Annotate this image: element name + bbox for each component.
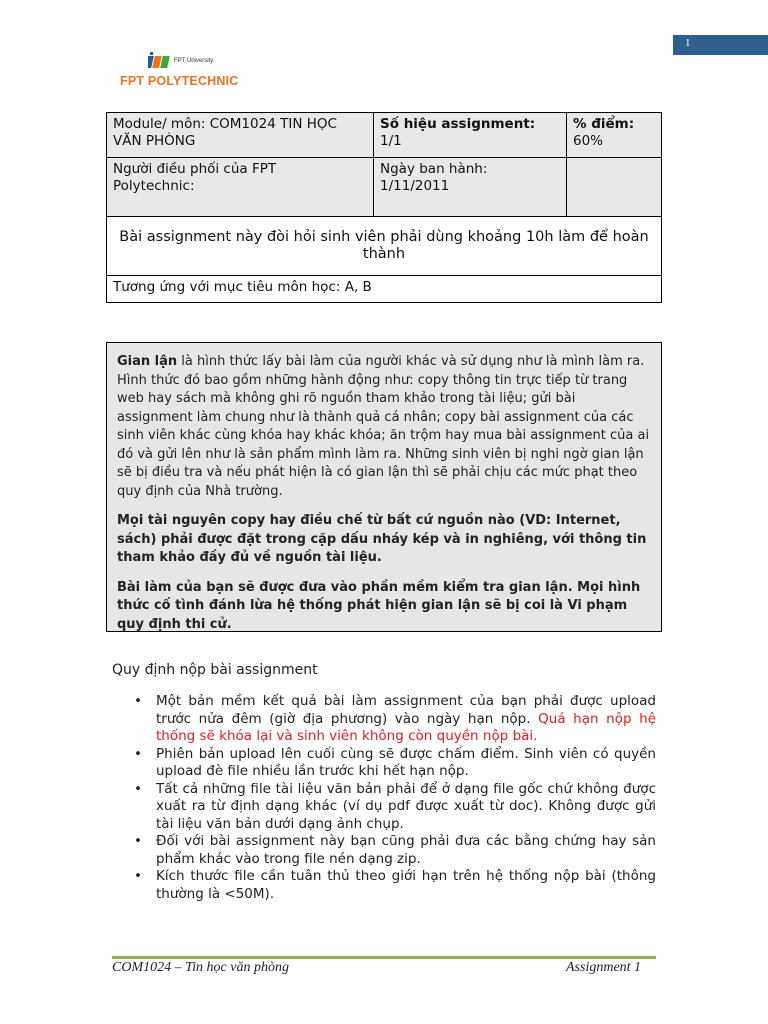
empty-cell: [567, 158, 662, 217]
list-item: [134, 693, 656, 746]
honesty-paragraph-3: Bài làm của bạn sẽ được đưa vào phần mềm kiểm tra gian lận. Mọi hình thức cố tình đánh lừa hệ thống phát hiện gian lận sẽ bị coi là Vi phạm quy định thi cử.: [117, 579, 641, 632]
academic-honesty-box: [106, 342, 662, 632]
duration-cell: [107, 217, 662, 276]
score-value: 60%: [573, 133, 604, 149]
score-label: % điểm:: [573, 116, 635, 132]
issue-date-value: 1/11/2011: [380, 178, 450, 194]
bullet-icon: •: [134, 780, 142, 797]
assignment-info-table: [106, 112, 662, 303]
rule-text: Phiên bản upload lên cuối cùng sẽ được chấm điểm. Sinh viên có quyền upload đè file nhiều lần trước khi hết hạn nộp.: [156, 745, 656, 779]
issue-date-label: Ngày ban hành:: [380, 161, 488, 177]
coordinator-value: Polytechnic:: [113, 178, 195, 194]
objective-cell: [107, 276, 662, 303]
fpt-university-text: FPT University: [174, 58, 214, 64]
rule-text: Kích thước file cần tuân thủ theo giới hạn trên hệ thống nộp bài (thông thường là <50M).: [156, 868, 656, 902]
honesty-term: Gian lận: [117, 354, 178, 369]
honesty-paragraph-1: [117, 353, 651, 501]
rule-text: Tất cả những file tài liệu văn bản phải để ở dạng file gốc chứ không được xuất ra từ định dạng khác (ví dụ pdf được xuất từ doc). Không được gửi tài liệu văn bản dưới dạng ảnh chụp.: [156, 780, 656, 832]
bullet-icon: •: [134, 868, 142, 884]
bullet-icon: •: [134, 693, 142, 709]
duration-text: Bài assignment này đòi hỏi sinh viên phải dùng khoảng 10h làm để hoàn thành: [119, 229, 649, 262]
honesty-paragraph-1-text: là hình thức lấy bài làm của người khác và sử dụng như là mình làm ra. Hình thức đó bao gồm những hành động như: copy thông tin trực tiếp từ trang web hay sách mà không ghi rõ nguồn tham khảo trong tài liệu; gửi bài assignment làm chung như là thành quả cá nhân; copy bài assignment của các sinh viên khác cùng khóa hay khác khóa; ăn trộm hay mua bài assignment của ai đó và gửi lên như là sản phẩm mình làm ra. Những sinh viên bị nghi ngờ gian lận sẽ bị điều tra và nếu phát hiện là có gian lận thì sẽ phải chịu các mức phạt theo quy định của Nhà trường.: [117, 354, 650, 499]
polytechnic-wordmark: FPT POLYTECHNIC: [120, 74, 239, 88]
coordinator-label: Người điều phối của FPT: [113, 161, 277, 177]
objective-value: A, B: [344, 279, 372, 295]
module-cell: [107, 113, 374, 158]
page-number-tab: [673, 35, 768, 55]
issue-date-cell: [374, 158, 567, 217]
coordinator-cell: [107, 158, 374, 217]
assignment-number-label: Số hiệu assignment:: [380, 116, 536, 132]
list-item: [134, 745, 656, 781]
module-name: TIN HỌC VĂN PHÒNG: [113, 116, 337, 149]
page-number: 1: [685, 37, 691, 49]
honesty-paragraph-2: Mọi tài nguyên copy hay điều chế từ bất cứ nguồn nào (VD: Internet, sách) phải được đặt trong cặp dấu nháy kép và in nghiêng, với thông tin tham khảo đầy đủ về nguồn tài liệu.: [117, 513, 647, 565]
objective-label: Tương ứng với mục tiêu môn học:: [113, 279, 345, 295]
footer-assignment: Assignment 1: [566, 960, 642, 975]
rule-text: Đối với bài assignment này bạn cũng phải đưa các bằng chứng hay sản phẩm khác vào trong file nén dạng zip.: [156, 833, 656, 867]
assignment-number-cell: [374, 113, 567, 158]
assignment-number-value: 1/1: [380, 133, 402, 149]
module-label: Module/ môn: COM1024: [113, 116, 281, 132]
score-cell: [567, 113, 662, 158]
list-item: [134, 833, 656, 868]
submission-rules-list: [112, 693, 656, 903]
rule-text: Một bản mềm kết quả bài làm assignment của bạn phải được upload trước nửa đêm (giờ địa phương) vào ngày hạn nộp.: [156, 693, 656, 727]
footer-divider: [112, 956, 656, 959]
bullet-icon: •: [134, 745, 142, 762]
footer-course: COM1024 – Tin học văn phòng: [112, 960, 289, 975]
list-item: [134, 780, 656, 834]
fpt-polytechnic-logo: [112, 44, 262, 92]
list-item: [134, 868, 656, 903]
rule-warning-text: Quá hạn nộp hệ thống sẽ khóa lại và sinh viên không còn quyền nộp bài.: [156, 710, 656, 744]
submission-rules-title: Quy định nộp bài assignment: [112, 662, 318, 678]
bullet-icon: •: [134, 833, 142, 849]
